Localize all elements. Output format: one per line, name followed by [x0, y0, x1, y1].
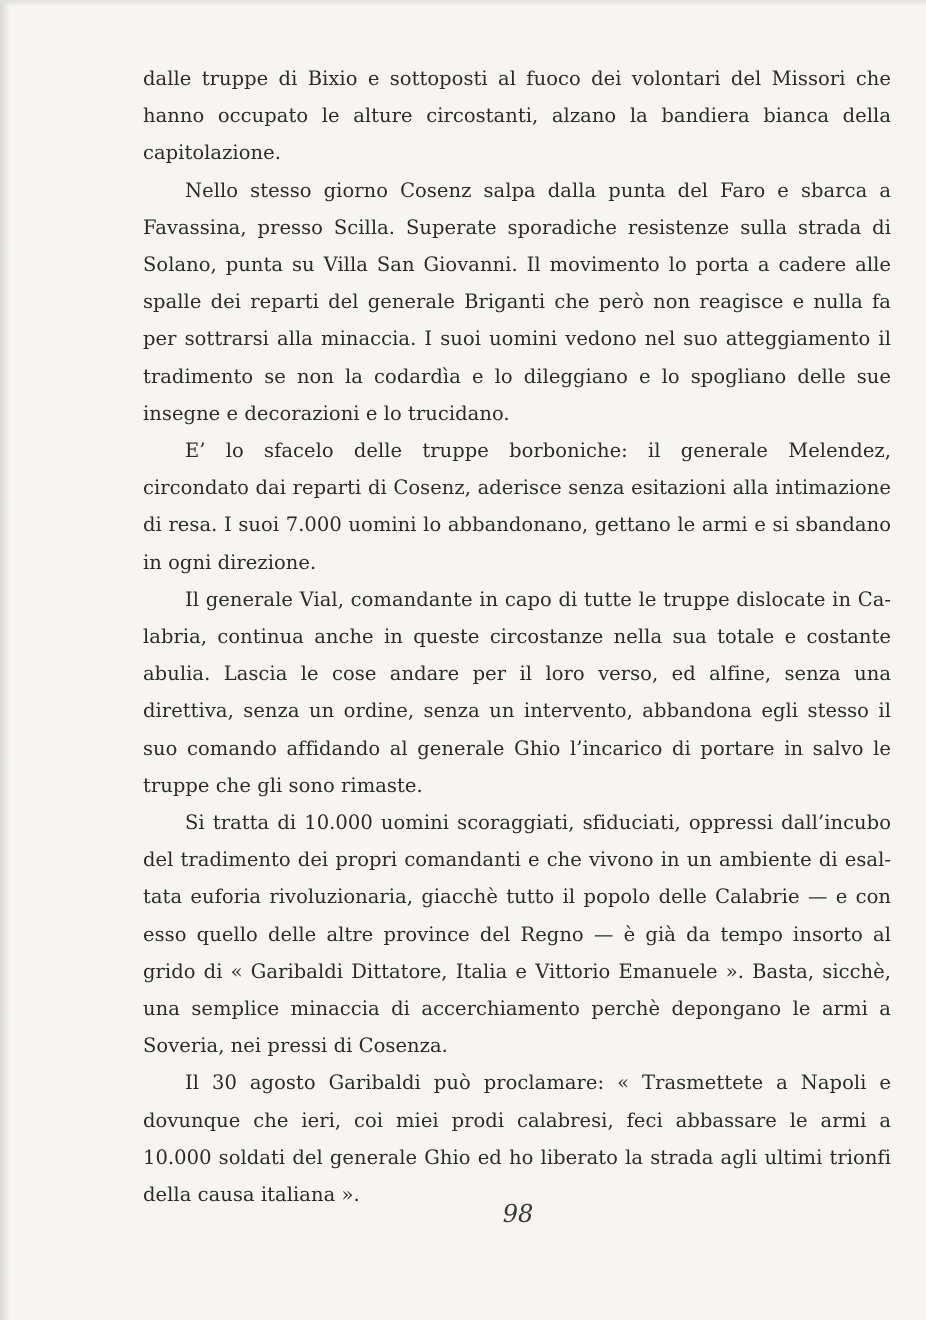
page-number: 98: [502, 1200, 534, 1228]
paragraph-3: E’ lo sfacelo delle truppe borboniche: il generale Melendez, circondato dai reparti di Cosenz, aderisce senza esitazioni alla intimazione di resa. I suoi 7.000 uomini lo abbandonano, gettano le armi e si sbandano in ogni direzione.: [143, 439, 891, 574]
paragraph-5: Si tratta di 10.000 uomini scoraggiati, sfiduciati, oppressi dall’incubo del tradimento dei propri comandanti e che vivono in un ambiente di esaltata euforia rivoluzionaria, giacchè tutto il popolo delle Calabrie — e con esso quello delle altre province del Regno — è già da tempo insorto al grido di « Garibaldi Dittatore, Italia e Vittorio Emanuele ». Basta, sicchè, una semplice minaccia di accerchiamento perchè depongano le armi a Soveria, nei pressi di Cosenza.: [143, 811, 891, 1058]
page-top-edge: [0, 0, 926, 6]
body-text: [143, 60, 891, 1213]
paragraph-2: Nello stesso giorno Cosenz salpa dalla punta del Faro e sbarca a Favassina, presso Scilla. Superate sporadiche resistenze sulla strada di Solano, punta su Villa San Giovanni. Il movimento lo porta a cadere alle spalle dei reparti del generale Briganti che però non reagisce e nulla fa per sottrarsi alla minaccia. I suoi uomini vedono nel suo atteggiamento il tradimento se non la codardìa e lo dileggiano e lo spogliano delle sue insegne e decorazioni e lo trucidano.: [143, 178, 891, 425]
paragraph-1: dalle truppe di Bixio e sottoposti al fuoco dei volontari del Missori che hanno occupato le alture circostanti, alzano la bandiera bianca della capitolazione.: [143, 67, 891, 165]
paragraph-4: Il generale Vial, comandante in capo di tutte le truppe dislocate in Calabria, continua anche in queste circostanze nella sua totale e costante abulia. Lascia le cose andare per il loro verso, ed alfine, senza una direttiva, senza un ordine, senza un intervento, abbandona egli stesso il suo comando affidando al generale Ghio l’incarico di portare in salvo le truppe che gli sono rimaste.: [143, 587, 891, 797]
page-gutter-shadow: [0, 0, 10, 1320]
paragraph-6: Il 30 agosto Garibaldi può proclamare: « Trasmettete a Napoli e dovunque che ieri, coi miei prodi calabresi, feci abbassare le armi a 10.000 soldati del generale Ghio ed ho liberato la strada agli ultimi trionfi della causa italiana ».: [143, 1071, 891, 1207]
